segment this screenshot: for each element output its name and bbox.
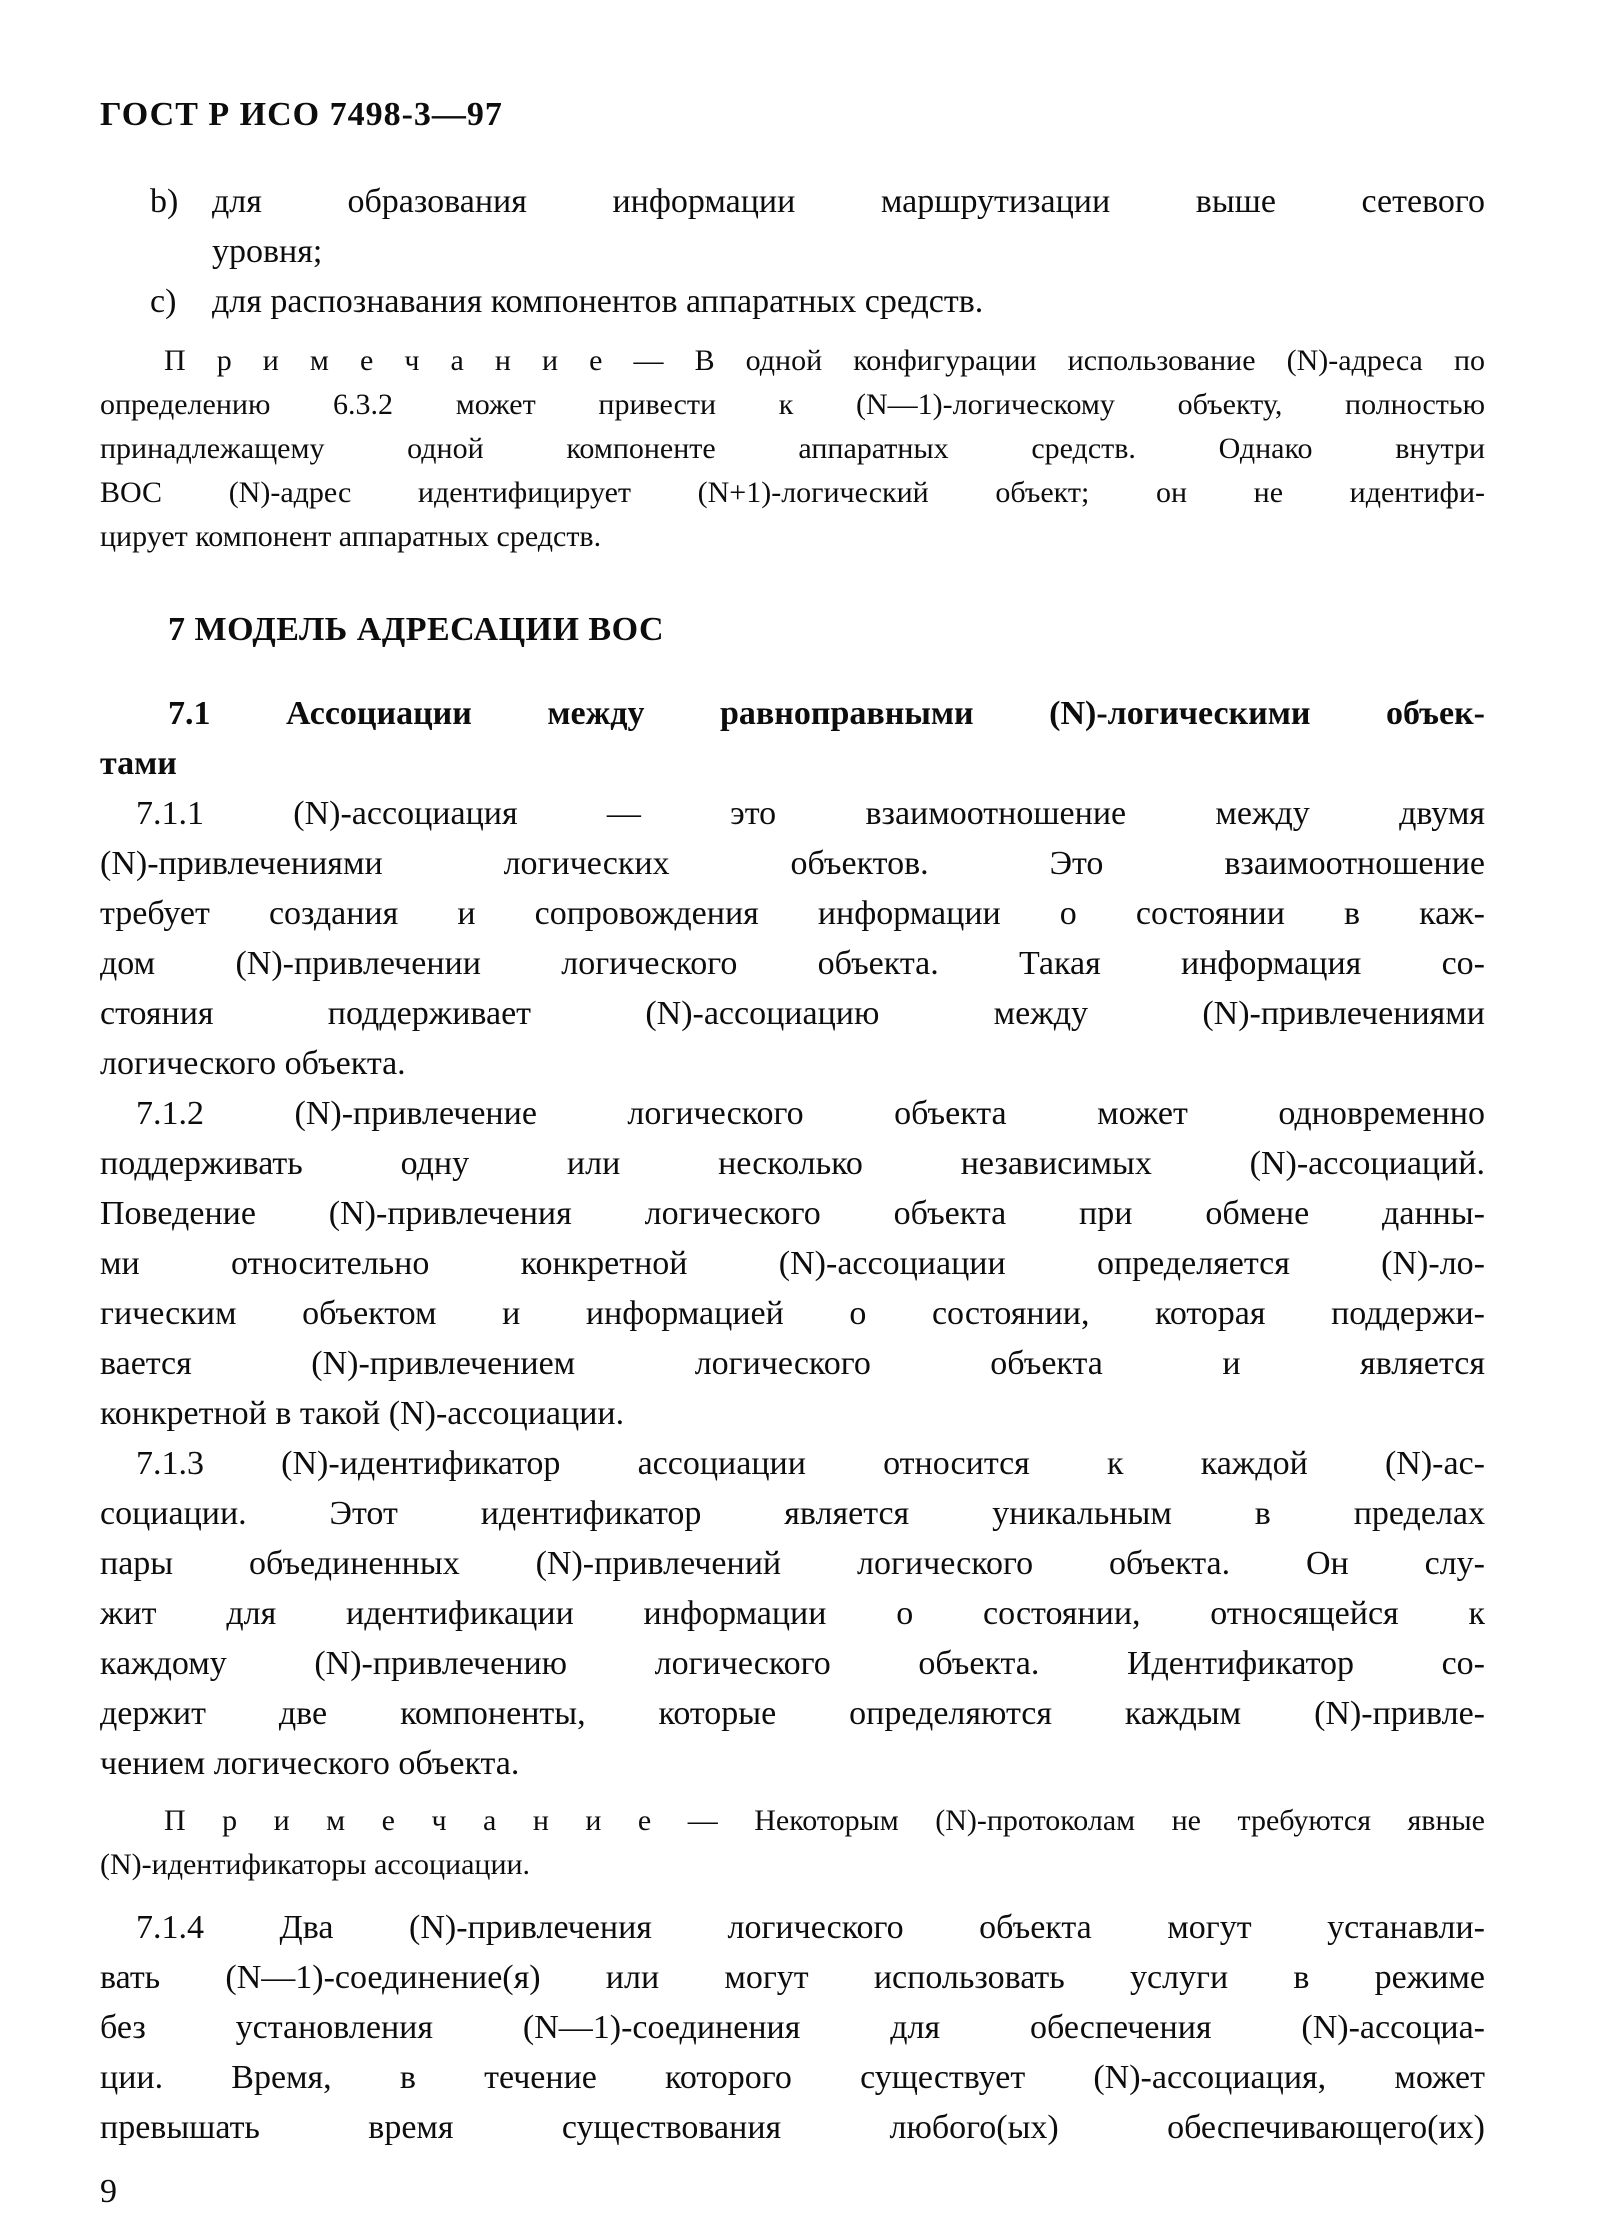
list-item-c-text [212, 277, 1485, 327]
text-line: логического объекта. [100, 1045, 406, 1082]
text-line: (N)-привлечениями логических объектов. Это взаимоотношение [100, 845, 1485, 882]
text-line: чением логического объекта. [100, 1745, 520, 1782]
text-line: ции. Время, в течение которого существует (N)-ассоциация, может [100, 2059, 1485, 2096]
text-line: Поведение (N)-привлечения логического объекта при обмене данны- [100, 1195, 1485, 1232]
lettered-list [100, 177, 1485, 327]
text-line: 7.1.3 (N)-идентификатор ассоциации относится к каждой (N)-ас- [136, 1445, 1485, 1482]
text-line: социации. Этот идентификатор является уникальным в пределах [100, 1495, 1485, 1532]
text-line: ми относительно конкретной (N)-ассоциации определяется (N)-ло- [100, 1245, 1485, 1282]
text-line: П р и м е ч а н и е — Некоторым (N)-протоколам не требуются явные [164, 1804, 1485, 1837]
text-line: пары объединенных (N)-привлечений логического объекта. Он слу- [100, 1545, 1485, 1582]
text-column [100, 0, 1485, 2217]
paragraph-7-1-3 [100, 1439, 1485, 1789]
list-item-c [100, 277, 1485, 327]
text-line: ВОС (N)-адрес идентифицирует (N+1)-логический объект; он не идентифи- [100, 476, 1485, 509]
note-paragraph-1 [100, 339, 1485, 559]
text-line: П р и м е ч а н и е — В одной конфигурации использование (N)-адреса по [164, 344, 1485, 377]
list-marker-b: b) [150, 183, 179, 220]
text-line: определению 6.3.2 может привести к (N—1)-логическому объекту, полностью [100, 388, 1485, 421]
text-line: 7.1.4 Два (N)-привлечения логического объекта могут устанавли- [136, 1909, 1485, 1946]
text-line: вается (N)-привлечением логического объекта и является [100, 1345, 1485, 1382]
text-line: превышать время существования любого(ых) обеспечивающего(их) [100, 2109, 1485, 2146]
list-item-b [100, 177, 1485, 277]
text-line: уровня; [212, 233, 323, 270]
list-marker-c: c) [150, 283, 177, 320]
text-line: стояния поддерживает (N)-ассоциацию между (N)-привлечениями [100, 995, 1485, 1032]
text-line: 7.1.1 (N)-ассоциация — это взаимоотношение между двумя [136, 795, 1485, 832]
text-line: для распознавания компонентов аппаратных средств. [212, 283, 984, 320]
text-line: тами [100, 745, 177, 782]
note-paragraph-2 [100, 1799, 1485, 1887]
text-line: 7.1.2 (N)-привлечение логического объекта может одновременно [136, 1095, 1485, 1132]
text-line: жит для идентификации информации о состоянии, относящейся к [100, 1595, 1485, 1632]
paragraph-7-1-1 [100, 789, 1485, 1089]
text-line: без установления (N—1)-соединения для обеспечения (N)-ассоциа- [100, 2009, 1485, 2046]
text-line: 7.1 Ассоциации между равноправными (N)-логическими объек- [168, 695, 1485, 732]
text-line: для образования информации маршрутизации выше сетевого [212, 183, 1485, 220]
paragraph-7-1-4 [100, 1903, 1485, 2153]
section-7-1-heading [100, 689, 1485, 789]
text-line: дом (N)-привлечении логического объекта. Такая информация со- [100, 945, 1485, 982]
text-line: держит две компоненты, которые определяются каждым (N)-привле- [100, 1695, 1485, 1732]
paragraph-7-1-2 [100, 1089, 1485, 1439]
text-line: каждому (N)-привлечению логического объекта. Идентификатор со- [100, 1645, 1485, 1682]
document-code-header: ГОСТ Р ИСО 7498-3—97 [100, 96, 503, 133]
text-line: требует создания и сопровождения информации о состоянии в каж- [100, 895, 1485, 932]
text-line: принадлежащему одной компоненте аппаратных средств. Однако внутри [100, 432, 1485, 465]
text-line: гическим объектом и информацией о состоянии, которая поддержи- [100, 1295, 1485, 1332]
text-line: конкретной в такой (N)-ассоциации. [100, 1395, 625, 1432]
list-item-b-text [212, 177, 1485, 277]
section-7-heading: 7 МОДЕЛЬ АДРЕСАЦИИ ВОС [168, 611, 665, 648]
page-number: 9 [100, 2173, 117, 2210]
text-line: вать (N—1)-соединение(я) или могут использовать услуги в режиме [100, 1959, 1485, 1996]
text-line: поддерживать одну или несколько независимых (N)-ассоциаций. [100, 1145, 1485, 1182]
text-line: (N)-идентификаторы ассоциации. [100, 1848, 531, 1881]
text-line: цирует компонент аппаратных средств. [100, 520, 602, 553]
